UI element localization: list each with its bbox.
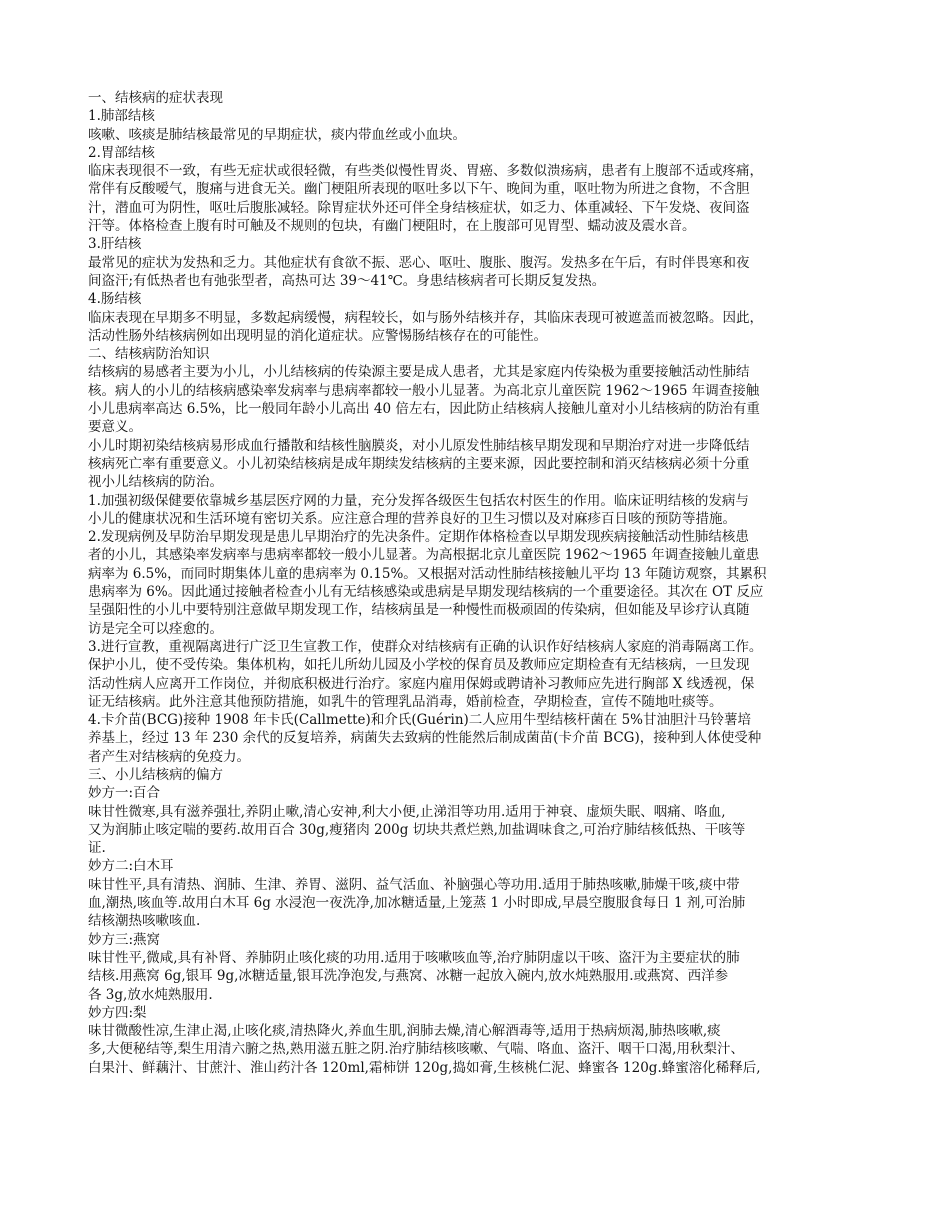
text-line: 白果汁、鲜藕汁、甘蔗汁、淮山药汁各 120ml,霜柿饼 120g,捣如膏,生核桃仁泥、蜂蜜各 120g.蜂蜜溶化稀释后,	[88, 1059, 761, 1076]
text-line: 一、结核病的症状表现	[88, 90, 223, 106]
text-line: 者产生对结核病的免疫力。	[88, 748, 250, 765]
text-line: 妙方三:燕窝	[88, 931, 161, 948]
text-line: 常伴有反酸嗳气，腹痛与进食无关。幽门梗阻所表现的呕吐多以下午、晚间为重，呕吐物为所进之食物，不含胆	[88, 181, 750, 198]
text-line: 3.肝结核	[88, 236, 142, 253]
text-line: 汁，潜血可为阴性，呕吐后腹胀减轻。除胃症状外还可伴全身结核症状，如乏力、体重减轻、下午发烧、夜间盗	[88, 199, 750, 216]
text-line: 咳嗽、咳痰是肺结核最常见的早期症状，痰内带血丝或小血块。	[88, 126, 466, 143]
text-line: 三、小儿结核病的偏方	[88, 766, 223, 783]
text-line: 访是完全可以痊愈的。	[88, 620, 223, 637]
text-line: 核病死亡率有重要意义。小儿初染结核病是成年期续发结核病的主要来源，因此要控制和消灭结核病必须十分重	[88, 455, 750, 472]
text-line: 多,大便秘结等,梨生用清六腑之热,熟用滋五脏之阴.治疗肺结核咳嗽、气喘、咯血、盗汗、咽干口渴,用秋梨汁、	[88, 1041, 744, 1058]
document-body	[88, 89, 858, 1077]
text-line: 2.胃部结核	[88, 144, 155, 161]
text-line: 患病率为 6%。因此通过接触者检查小儿有无结核感染或患病是早期发现结核病的一个重要途径。其次在 OT 反应	[88, 584, 764, 601]
text-line: 妙方一:百合	[88, 785, 161, 802]
text-line: 二、结核病防治知识	[88, 346, 210, 363]
text-line: 4.卡介苗(BCG)接种 1908 年卡氏(Callmette)和介氏(Guérin)二人应用牛型结核杆菌在 5%甘油胆汁马铃薯培	[88, 712, 751, 729]
text-line: 结核潮热咳嗽咳血.	[88, 913, 201, 930]
text-line: 2.发现病例及早防治早期发现是患儿早期治疗的先决条件。定期作体格检查以早期发现疾病接触活动性肺结核患	[88, 529, 749, 546]
text-line: 1.加强初级保健要依靠城乡基层医疗网的力量，充分发挥各级医生包括农村医生的作用。临床证明结核的发病与	[88, 492, 749, 509]
text-line: 要意义。	[88, 419, 142, 436]
text-line: 证.	[88, 840, 106, 857]
text-line: 临床表现在早期多不明显，多数起病缓慢，病程较长，如与肠外结核并存，其临床表现可被遮盖而被忽略。因此，	[88, 309, 763, 326]
text-line: 活动性肠外结核病例如出现明显的消化道症状。应警惕肠结核存在的可能性。	[88, 327, 547, 344]
text-line: 小儿时期初染结核病易形成血行播散和结核性脑膜炎，对小儿原发性肺结核早期发现和早期治疗对进一步降低结	[88, 437, 750, 454]
text-line: 病率为 6.5%，而同时期集体儿童的患病率为 0.15%。又根据对活动性肺结核接触儿平均 13 年随访观察，其累积	[88, 565, 767, 582]
text-line: 活动性病人应离开工作岗位，并彻底积极进行治疗。家庭内雇用保姆或聘请补习教师应先进行胸部 X 线透视，保	[88, 675, 755, 692]
text-line: 养基上，经过 13 年 230 余代的反复培养，病菌失去致病的性能然后制成菌苗(卡介苗 BCG)，接种到人体使受种	[88, 730, 762, 747]
text-line: 又为润肺止咳定喘的要药.故用百合 30g,瘦猪肉 200g 切块共煮烂熟,加盐调味食之,可治疗肺结核低热、干咳等	[88, 821, 746, 838]
text-line: 血,潮热,咳血等.故用白木耳 6g 水浸泡一夜洗净,加冰糖适量,上笼蒸 1 小时即成,早晨空腹服食每日 1 剂,可治肺	[88, 895, 746, 912]
text-line: 味甘性平,微咸,具有补肾、养肺阴止咳化痰的功用.适用于咳嗽咳血等,治疗肺阴虚以干咳、盗汗为主要症状的肺	[88, 949, 740, 966]
text-line: 汗等。体格检查上腹有时可触及不规则的包块，有幽门梗阻时，在上腹部可见胃型、蠕动波及震水音。	[88, 218, 696, 235]
text-line: 核。病人的小儿的结核病感染率发病率与患病率都较一般小儿显著。为高北京儿童医院 1962～1965 年调查接触	[88, 382, 760, 399]
text-line: 临床表现很不一致，有些无症状或很轻微，有些类似慢性胃炎、胃癌、多数似溃疡病，患者有上腹部不适或疼痛，	[88, 163, 763, 180]
text-line: 间盗汗;有低热者也有弛张型者，高热可达 39～41℃。身患结核病者可长期反复发热。	[88, 272, 606, 289]
text-line: 小儿患病率高达 6.5%，比一般同年龄小儿高出 40 倍左右，因此防止结核病人接触儿童对小儿结核病的防治有重	[88, 401, 760, 418]
text-line: 呈强阳性的小儿中要特别注意做早期发现工作，结核病虽是一种慢性而极顽固的传染病，但如能及早诊疗认真随	[88, 602, 750, 619]
text-line: 妙方二:白木耳	[88, 858, 174, 875]
text-line: 味甘性平,具有清热、润肺、生津、养胃、滋阴、益气活血、补脑强心等功用.适用于肺热咳嗽,肺燥干咳,痰中带	[88, 876, 740, 893]
text-line: 4.肠结核	[88, 291, 142, 308]
text-line: 小儿的健康状况和生活环境有密切关系。应注意合理的营养良好的卫生习惯以及对麻疹百日咳的预防等措施。	[88, 510, 736, 527]
text-line: 最常见的症状为发热和乏力。其他症状有食欲不振、恶心、呕吐、腹胀、腹泻。发热多在午后，有时伴畏寒和夜	[88, 254, 750, 271]
text-line: 各 3g,放水炖熟服用.	[88, 986, 213, 1003]
text-line: 视小儿结核病的防治。	[88, 474, 223, 491]
text-line: 证无结核病。此外注意其他预防措施，如乳牛的管理乳品消毒，婚前检查，孕期检查，宣传不随地吐痰等。	[88, 693, 723, 710]
text-line: 保护小儿，使不受传染。集体机构，如托儿所幼儿园及小学校的保育员及教师应定期检查有无结核病，一旦发现	[88, 657, 750, 674]
text-line: 味甘性微寒,具有滋养强壮,养阴止嗽,清心安神,利大小便,止涕泪等功用.适用于神衰、虚烦失眠、咽痛、咯血,	[88, 803, 726, 820]
text-line: 味甘微酸性凉,生津止渴,止咳化痰,清热降火,养血生肌,润肺去燥,清心解酒毒等,适用于热病烦渴,肺热咳嗽,痰	[88, 1023, 721, 1040]
text-line: 3.进行宣教，重视隔离进行广泛卫生宣教工作，使群众对结核病有正确的认识作好结核病人家庭的消毒隔离工作。	[88, 638, 763, 655]
text-line: 结核病的易感者主要为小儿，小儿结核病的传染源主要是成人患者，尤其是家庭内传染极为重要接触活动性肺结	[88, 364, 750, 381]
text-line: 妙方四:梨	[88, 1004, 147, 1021]
text-line: 1.肺部结核	[88, 108, 155, 125]
text-line: 者的小儿，其感染率发病率与患病率都较一般小儿显著。为高根据北京儿童医院 1962～1965 年调查接触儿童患	[88, 547, 760, 564]
text-line: 结核.用燕窝 6g,银耳 9g,冰糖适量,银耳洗净泡发,与燕窝、冰糖一起放入碗内,放水炖熟服用.或燕窝、西洋参	[88, 968, 729, 985]
